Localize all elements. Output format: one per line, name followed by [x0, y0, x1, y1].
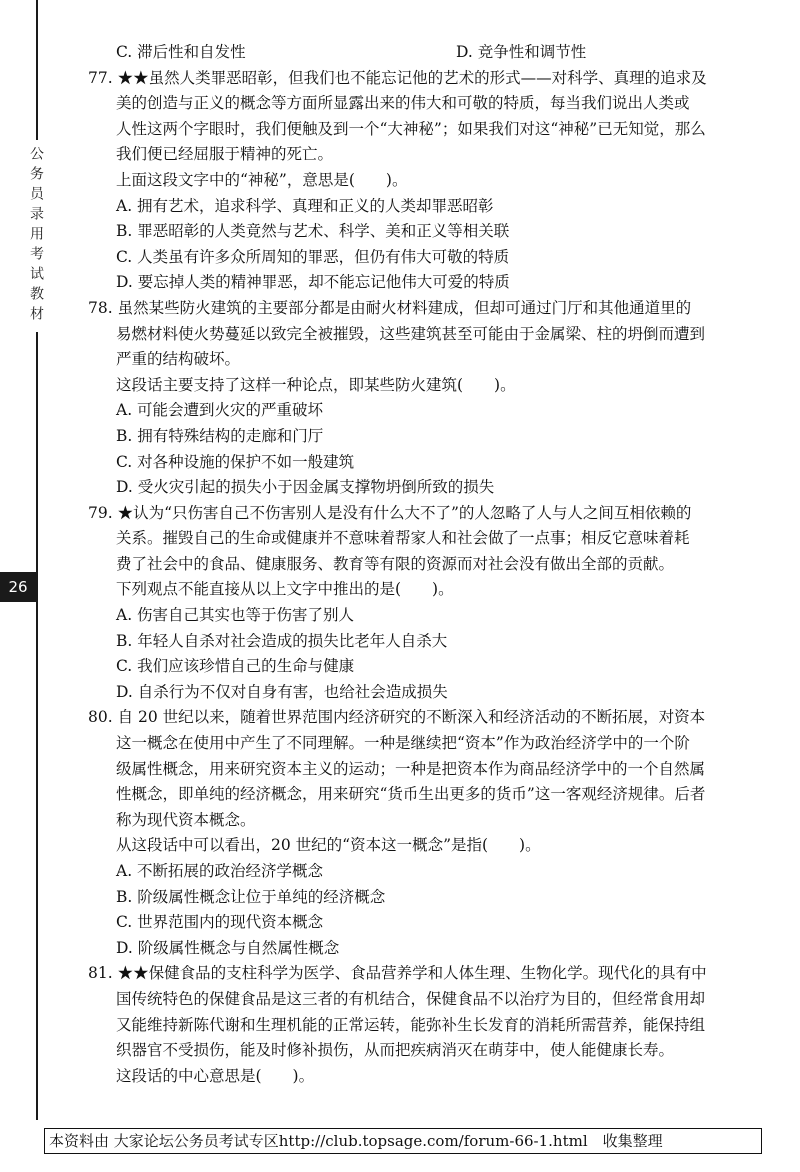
text-line: 77. ★★虽然人类罪恶昭彰，但我们也不能忘记他的艺术的形式——对科学、真理的追求及 — [88, 68, 707, 87]
text-line: A. 拥有艺术，追求科学、真理和正义的人类却罪恶昭彰 — [116, 196, 494, 215]
text-line: 这一概念在使用中产生了不同理解。一种是继续把“资本”作为政治经济学中的一个阶 — [116, 734, 690, 753]
text-line: 严重的结构破坏。 — [116, 350, 241, 369]
text-line: D. 要忘掉人类的精神罪恶，却不能忘记他伟大可爱的特质 — [116, 273, 510, 292]
text-line: 我们便已经屈服于精神的死亡。 — [116, 145, 334, 164]
text-line: A. 不断拓展的政治经济学概念 — [116, 862, 324, 880]
text-line: 80. 自 20 世纪以来，随着世界范围内经济研究的不断深入和经济活动的不断拓展，对资本 — [88, 708, 706, 727]
text-line: 这段话主要支持了这样一种论点，即某些防火建筑( )。 — [116, 375, 516, 394]
text-line — [88, 40, 748, 66]
text-line: 称为现代资本概念。 — [116, 810, 256, 829]
text-line: 费了社会中的食品、健康服务、教育等有限的资源而对社会没有做出全部的贡献。 — [116, 554, 675, 573]
text-line: B. 阶级属性概念让位于单纯的经济概念 — [116, 887, 386, 906]
text-line: 性概念，即单纯的经济概念，用来研究“货币生出更多的货币”这一客观经济规律。后者 — [116, 785, 706, 804]
text-line: 又能维持新陈代谢和生理机能的正常运转，能弥补生长发育的消耗所需营养，能保持组 — [116, 1015, 706, 1034]
text-line: 上面这段文字中的“神秘”，意思是( )。 — [116, 170, 408, 189]
text-line: 79. ★认为“只伤害自己不伤害别人是没有什么大不了”的人忽略了人与人之间互相依赖的 — [88, 503, 692, 522]
text-line: 美的创造与正义的概念等方面所显露出来的伟大和可敬的特质，每当我们说出人类或 — [116, 94, 690, 113]
text-line: D. 受火灾引起的损失小于因金属支撑物坍倒所致的损失 — [116, 478, 495, 497]
text-line: B. 罪恶昭彰的人类竟然与艺术、科学、美和正义等相关联 — [116, 222, 510, 241]
text-line: A. 伤害自己其实也等于伤害了别人 — [116, 606, 355, 625]
text-line: B. 年轻人自杀对社会造成的损失比老年人自杀大 — [116, 631, 448, 650]
text-line: C. 世界范围内的现代资本概念 — [116, 913, 324, 932]
text-line: D. 阶级属性概念与自然属性概念 — [116, 938, 340, 957]
text-line: 织器官不受损伤，能及时修补损伤，从而把疾病消灭在萌芽中，使人能健康长寿。 — [116, 1041, 675, 1060]
question-text-body — [88, 40, 748, 1089]
text-line: C. 人类虽有许多众所周知的罪恶，但仍有伟大可敬的特质 — [116, 247, 510, 266]
text-line: 国传统特色的保健食品是这三者的有机结合，保健食品不以治疗为目的，但经常食用却 — [116, 989, 706, 1008]
option-text: C. 滞后性和自发性 — [116, 43, 246, 61]
text-line: 78. 虽然某些防火建筑的主要部分都是由耐火材料建成，但却可通过门厅和其他通道里的 — [88, 298, 692, 317]
page-number: 26 — [0, 572, 36, 602]
text-line: 这段话的中心意思是( )。 — [116, 1066, 315, 1085]
text-line: C. 对各种设施的保护不如一般建筑 — [116, 452, 355, 471]
text-line: D. 自杀行为不仅对自身有害，也给社会造成损失 — [116, 682, 448, 701]
text-line: 下列观点不能直接从以上文字中推出的是( )。 — [116, 580, 454, 599]
text-line: B. 拥有特殊结构的走廊和门厅 — [116, 426, 324, 445]
text-line: A. 可能会遭到火灾的严重破坏 — [116, 401, 324, 420]
option-text: D. 竞争性和调节性 — [456, 43, 587, 61]
text-line: 从这段话中可以看出，20 世纪的“资本这一概念”是指( )。 — [116, 836, 541, 855]
text-line: C. 我们应该珍惜自己的生命与健康 — [116, 657, 355, 676]
text-line: 人性这两个字眼时，我们便触及到一个“大神秘”；如果我们对这“神秘”已无知觉，那么 — [116, 119, 706, 138]
side-book-title: 公务员录用考试教材 — [26, 140, 48, 332]
footer-source-note: 本资料由 大家论坛公务员考试专区http://club.topsage.com/forum-66-1.html 收集整理 — [44, 1128, 762, 1154]
text-line: 81. ★★保健食品的支柱科学为医学、食品营养学和人体生理、生物化学。现代化的具有中 — [88, 964, 707, 983]
text-line: 易燃材料使火势蔓延以致完全被摧毁，这些建筑甚至可能由于金属梁、柱的坍倒而遭到 — [116, 324, 706, 343]
text-line: 关系。摧毁自己的生命或健康并不意味着帮家人和社会做了一点事；相反它意味着耗 — [116, 529, 690, 548]
text-line: 级属性概念，用来研究资本主义的运动；一种是把资本作为商品经济学中的一个自然属 — [116, 759, 706, 778]
